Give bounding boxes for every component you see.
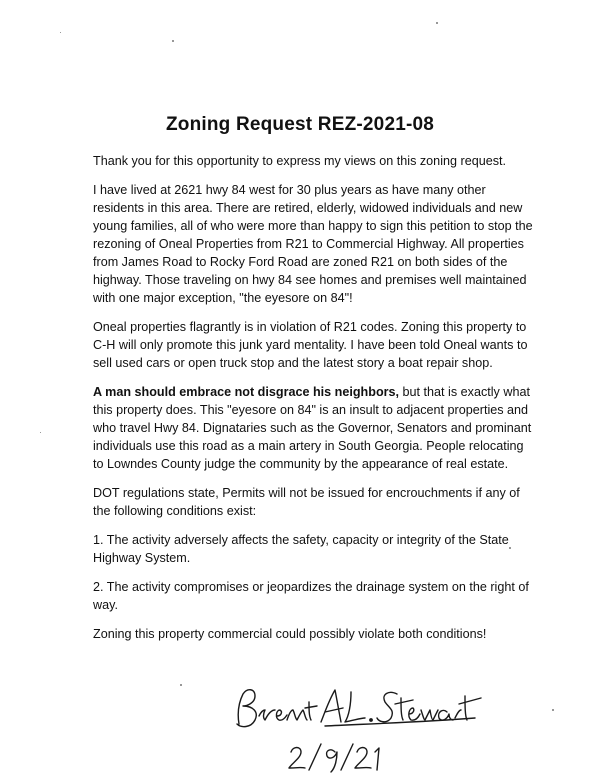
condition-2-paragraph: 2. The activity compromises or jeopardizes the drainage system on the right of way. bbox=[93, 580, 529, 612]
conclusion-paragraph: Zoning this property commercial could possibly violate both conditions! bbox=[93, 627, 487, 641]
neighbors-bold-lead: A man should embrace not disgrace his neighbors, bbox=[93, 385, 400, 399]
scan-speck bbox=[60, 32, 61, 33]
dot-regulations-paragraph: DOT regulations state, Permits will not be issued for encrouchments if any of the following conditions exist: bbox=[93, 486, 520, 518]
document-title: Zoning Request REZ-2021-08 bbox=[165, 114, 435, 135]
scan-speck bbox=[436, 22, 438, 24]
condition-1-paragraph: 1. The activity adversely affects the safety, capacity or integrity of the State Highway System. bbox=[93, 533, 509, 565]
scan-speck bbox=[40, 432, 41, 433]
intro-paragraph: Thank you for this opportunity to express my views on this zoning request. bbox=[93, 154, 506, 168]
scan-speck bbox=[509, 547, 511, 549]
neighbors-paragraph bbox=[93, 383, 533, 473]
neighbors-rest: but that is exactly what this property does. This "eyesore on 84" is an insult to adjacent properties and who travel Hwy 84. Dignataries such as the Governor, Senators and prominant individuals use this road as a main artery in South Georgia. People relocating to Lowndes County judge the community by the appearance of real estate. bbox=[93, 385, 532, 471]
document-body bbox=[93, 152, 533, 654]
residence-paragraph: I have lived at 2621 hwy 84 west for 30 plus years as have many other residents in this area. There are retired, elderly, widowed individuals and new young families, all of who were more than happy to sign this petition to stop the rezoning of Oneal Properties from R21 to Commercial Highway. All properties from James Road to Rocky Ford Road are zoned R21 on both sides of the highway. Those traveling on hwy 84 see homes and premises well maintained with one major exception, "the eyesore on 84"! bbox=[93, 183, 533, 305]
scan-speck bbox=[180, 684, 182, 686]
scan-speck bbox=[552, 709, 554, 711]
scan-speck bbox=[172, 40, 174, 42]
handwritten-signature bbox=[225, 672, 485, 777]
violation-paragraph: Oneal properties flagrantly is in violation of R21 codes. Zoning this property to C-H will only promote this junk yard mentality. I have been told Oneal wants to sell used cars or open truck stop and the latest story a boat repair shop. bbox=[93, 320, 528, 370]
